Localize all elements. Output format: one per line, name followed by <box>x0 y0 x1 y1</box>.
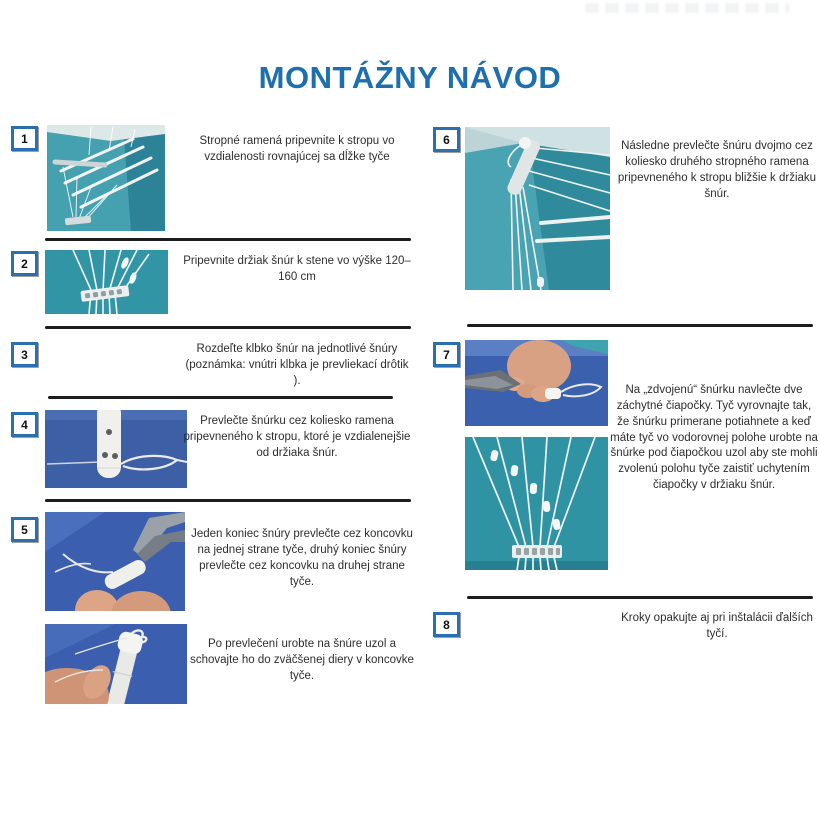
step-4-number <box>11 412 38 437</box>
step-7-number-label: 7 <box>443 347 450 362</box>
step-3-text: Rozdeľte klbko šnúr na jednotlivé šnúry (poznámka: vnútri klbka je prevliekací drôtik ). <box>185 343 409 387</box>
step-7-number <box>433 342 460 367</box>
step-1-text: Stropné ramená pripevnite k stropu vo vzdialenosti rovnajúcej sa dĺžke tyče <box>199 135 395 163</box>
step-6-photo-ceiling-pulley <box>465 127 610 290</box>
step-1-photo-ceiling-dryer <box>47 125 165 231</box>
page-title: MONTÁŽNY NÁVOD <box>258 60 562 95</box>
step-5-photo-threading-cord <box>45 512 185 611</box>
step-2-text: Pripevnite držiak šnúr k stene vo výške 120–160 cm <box>183 255 411 283</box>
step-8-number <box>433 612 460 637</box>
separator-4 <box>45 499 411 502</box>
separator-7 <box>467 596 813 599</box>
step-5-text: Jeden koniec šnúry prevlečte cez koncovku na jednej strane tyče, druhý koniec šnúry prevlečte cez koncovku na druhej strane tyče. <box>191 528 413 588</box>
step-7-photo-cords-fan-holder <box>465 437 608 570</box>
separator-3 <box>48 396 393 399</box>
separator-2 <box>45 326 411 329</box>
step-5-photo-knot-in-endcap <box>45 624 187 704</box>
step-5-number-label: 5 <box>21 522 28 537</box>
step-5-number <box>11 517 38 542</box>
step-6-number <box>433 127 460 152</box>
separator-6 <box>467 324 813 327</box>
step-4-text: Prevlečte šnúrku cez koliesko ramena pripevneného k stropu, ktoré je vzdialenejšie od držiaka šnúr. <box>183 415 411 459</box>
step-8-text: Kroky opakujte aj pri inštalácii ďalších tyčí. <box>621 612 813 640</box>
step-3-number-label: 3 <box>21 347 28 362</box>
step-2-number <box>11 251 38 276</box>
step-3-number <box>11 342 38 367</box>
step-2-photo-cord-holder <box>45 250 168 314</box>
step-7-photo-caps-on-cord <box>465 340 608 426</box>
faint-watermark-text <box>585 3 790 13</box>
step-1-number-label: 1 <box>21 131 28 146</box>
step-7-text: Na „zdvojenú“ šnúrku navlečte dve záchytné čiapočky. Tyč vyrovnajte tak, že šnúrku primerane potiahnete a keď máte tyč vo vodorovnej polohe urobte na šnúrke pod čiapočkou uzol aby ste mohli zvolenú polohu tyče zaistiť uchytením čiapočky v držiaku šnúr. <box>610 384 818 492</box>
step-2-number-label: 2 <box>21 256 28 271</box>
step-4-photo-rod-end-loop <box>45 410 187 488</box>
step-1-number <box>11 126 38 151</box>
step-4-number-label: 4 <box>21 417 28 432</box>
separator-1 <box>45 238 411 241</box>
step-5-text-2: Po prevlečení urobte na šnúre uzol a schovajte ho do zväčšenej diery v koncovke tyče. <box>190 638 414 682</box>
step-6-number-label: 6 <box>443 132 450 147</box>
step-8-number-label: 8 <box>443 617 450 632</box>
step-6-text: Následne prevlečte šnúru dvojmo cez koliesko druhého stropného ramena pripevneného k stropu bližšie k držiaku šnúr. <box>617 140 817 200</box>
